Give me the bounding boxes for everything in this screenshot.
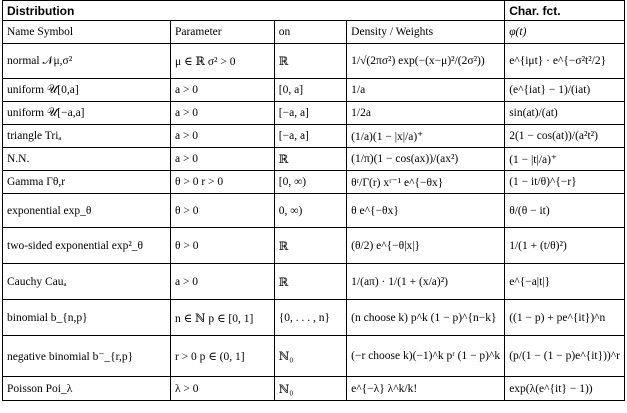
- table-row: [3, 125, 625, 148]
- cell-name: Poisson Poi_λ: [3, 377, 171, 401]
- table-row: [3, 228, 625, 264]
- distribution-header: Distribution: [3, 1, 505, 21]
- cell-density: (1/a)(1 − |x|/a)⁺: [347, 125, 505, 148]
- cell-param: a > 0: [170, 264, 274, 300]
- cell-name: negative binomial b⁻_{r,p}: [3, 336, 171, 377]
- table-row: [3, 79, 625, 102]
- cell-density: (n choose k) p^k (1 − p)^{n−k}: [347, 300, 505, 336]
- cell-on: ℕ₀: [274, 336, 346, 377]
- cell-param: θ > 0 r > 0: [170, 171, 274, 194]
- cell-name: N.N.: [3, 148, 171, 171]
- cell-on: [−a, a]: [274, 125, 346, 148]
- col-density: Density / Weights: [347, 21, 505, 44]
- cell-name: uniform 𝒰[−a,a]: [3, 102, 171, 125]
- cell-on: 0, ∞): [274, 194, 346, 228]
- table-row: [3, 336, 625, 377]
- cell-name: exponential exp_θ: [3, 194, 171, 228]
- cell-density: θʳ/Γ(r) xʳ⁻¹ e^{−θx}: [347, 171, 505, 194]
- cell-density: 1/(aπ) · 1/(1 + (x/a)²): [347, 264, 505, 300]
- charfct-header: Char. fct.: [505, 1, 625, 21]
- cell-on: [0, ∞): [274, 171, 346, 194]
- title-row: [3, 1, 625, 21]
- distribution-table: [2, 0, 625, 401]
- cell-param: a > 0: [170, 125, 274, 148]
- table-row: [3, 44, 625, 79]
- cell-name: uniform 𝒰[0,a]: [3, 79, 171, 102]
- cell-on: ℝ: [274, 148, 346, 171]
- table-row: [3, 148, 625, 171]
- cell-name: Gamma Γθ,r: [3, 171, 171, 194]
- cell-cf: (1 − |t|/a)⁺: [505, 148, 625, 171]
- cell-density: (1/π)(1 − cos(ax))/(ax²): [347, 148, 505, 171]
- col-cf: φ(t): [505, 21, 625, 44]
- cell-param: a > 0: [170, 148, 274, 171]
- col-on: on: [274, 21, 346, 44]
- cell-name: binomial b_{n,p}: [3, 300, 171, 336]
- cell-param: n ∈ ℕ p ∈ [0, 1]: [170, 300, 274, 336]
- column-header-row: [3, 21, 625, 44]
- cell-param: θ > 0: [170, 194, 274, 228]
- col-parameter: Parameter: [170, 21, 274, 44]
- cell-density: 1/a: [347, 79, 505, 102]
- cell-cf: (1 − it/θ)^{−r}: [505, 171, 625, 194]
- cell-param: a > 0: [170, 79, 274, 102]
- cell-density: (−r choose k)(−1)^k pʳ (1 − p)^k: [347, 336, 505, 377]
- cell-on: ℝ: [274, 264, 346, 300]
- cell-param: θ > 0: [170, 228, 274, 264]
- cell-density: θ e^{−θx}: [347, 194, 505, 228]
- cell-cf: 1/(1 + (t/θ)²): [505, 228, 625, 264]
- table-row: [3, 102, 625, 125]
- col-name: Name Symbol: [3, 21, 171, 44]
- cell-on: ℕ₀: [274, 377, 346, 401]
- cell-cf: 2(1 − cos(at))/(a²t²): [505, 125, 625, 148]
- cell-name: Cauchy Cauₐ: [3, 264, 171, 300]
- cell-on: [0, a]: [274, 79, 346, 102]
- cell-cf: (e^{iat} − 1)/(iat): [505, 79, 625, 102]
- cell-name: two-sided exponential exp²_θ: [3, 228, 171, 264]
- table-row: [3, 194, 625, 228]
- cell-name: normal 𝒩μ,σ²: [3, 44, 171, 79]
- cell-density: (θ/2) e^{−θ|x|}: [347, 228, 505, 264]
- cell-name: triangle Triₐ: [3, 125, 171, 148]
- cell-on: [−a, a]: [274, 102, 346, 125]
- cell-on: {0, . . . , n}: [274, 300, 346, 336]
- cell-param: λ > 0: [170, 377, 274, 401]
- cell-cf: e^{−a|t|}: [505, 264, 625, 300]
- cell-density: e^{−λ} λ^k/k!: [347, 377, 505, 401]
- table-row: [3, 300, 625, 336]
- table-row: [3, 377, 625, 401]
- cell-on: ℝ: [274, 228, 346, 264]
- cell-cf: ((1 − p) + pe^{it})^n: [505, 300, 625, 336]
- table-row: [3, 264, 625, 300]
- cell-cf: θ/(θ − it): [505, 194, 625, 228]
- cell-density: 1/√(2πσ²) exp(−(x−μ)²/(2σ²)): [347, 44, 505, 79]
- cell-on: ℝ: [274, 44, 346, 79]
- cell-cf: sin(at)/(at): [505, 102, 625, 125]
- cell-param: a > 0: [170, 102, 274, 125]
- cell-cf: exp(λ(e^{it} − 1)): [505, 377, 625, 401]
- cell-cf: e^{iμt} · e^{−σ²t²/2}: [505, 44, 625, 79]
- cell-param: r > 0 p ∈ (0, 1]: [170, 336, 274, 377]
- cell-density: 1/2a: [347, 102, 505, 125]
- table-row: [3, 171, 625, 194]
- cell-cf: (p/(1 − (1 − p)e^{it}))^r: [505, 336, 625, 377]
- cell-param: μ ∈ ℝ σ² > 0: [170, 44, 274, 79]
